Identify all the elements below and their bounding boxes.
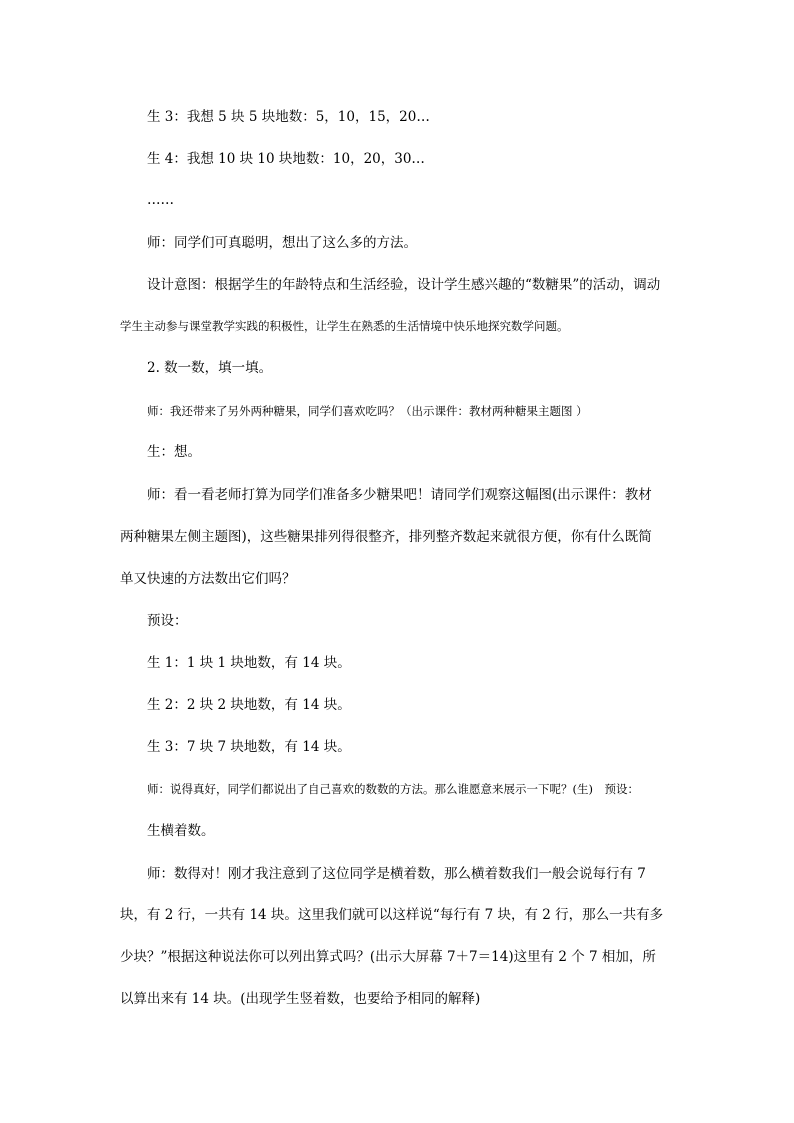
- paragraph-teacher-praise: 师：同学们可真聪明，想出了这么多的方法。: [147, 235, 417, 251]
- paragraph-design-intent-line2: 学生主动参与课堂教学实践的积极性，让学生在熟悉的生活情境中快乐地探究数学问题。: [120, 319, 569, 333]
- paragraph-student3-answer: 生 3：7 块 7 块地数，有 14 块。: [147, 739, 351, 755]
- paragraph-teacher-explain-line3: 少块？”根据这种说法你可以列出算式吗？(出示大屏幕 7＋7＝14)这里有 2 个 7 相加，所: [120, 949, 656, 965]
- paragraph-student-reply: 生：想。: [147, 444, 201, 460]
- paragraph-teacher-observe-line1: 师：看一看老师打算为同学们准备多少糖果吧！请同学们观察这幅图(出示课件：教材: [147, 487, 652, 503]
- paragraph-preset-label: 预设：: [147, 613, 188, 629]
- paragraph-teacher-explain-line2: 块，有 2 行，一共有 14 块。这里我们就可以这样说“每行有 7 块，有 2 行，那么一共有多: [120, 907, 664, 923]
- paragraph-ellipsis: ……: [147, 192, 174, 208]
- paragraph-teacher-observe-line3: 单又快速的方法数出它们吗？: [120, 571, 296, 587]
- paragraph-teacher-explain-line4: 以算出来有 14 块。(出现学生竖着数，也要给予相同的解释): [120, 991, 481, 1007]
- paragraph-teacher-show-method: 师：说得真好，同学们都说出了自己喜欢的数数的方法。那么谁愿意来展示一下呢？(生) 预设：: [147, 782, 639, 796]
- paragraph-design-intent-line1: 设计意图：根据学生的年龄特点和生活经验，设计学生感兴趣的“数糖果”的活动，调动: [147, 277, 661, 293]
- paragraph-student4-by-tens: 生 4：我想 10 块 10 块地数：10，20，30…: [147, 151, 425, 167]
- paragraph-student2-answer: 生 2：2 块 2 块地数，有 14 块。: [147, 697, 351, 713]
- paragraph-teacher-two-candies: 师：我还带来了另外两种糖果，同学们喜欢吃吗？（出示课件：教材两种糖果主题图 ）: [147, 404, 588, 418]
- paragraph-student1-answer: 生 1：1 块 1 块地数，有 14 块。: [147, 655, 351, 671]
- section-heading-count-fill: 2. 数一数，填一填。: [147, 360, 273, 376]
- paragraph-student3-by-fives: 生 3：我想 5 块 5 块地数：5，10，15，20…: [147, 109, 430, 125]
- paragraph-teacher-observe-line2: 两种糖果左侧主题图)，这些糖果排列得很整齐，排列整齐数起来就很方便，你有什么既简: [120, 529, 652, 545]
- paragraph-student-horizontal: 生横着数。: [147, 823, 215, 839]
- paragraph-teacher-explain-line1: 师：数得对！刚才我注意到了这位同学是横着数，那么横着数我们一般会说每行有 7: [147, 866, 646, 882]
